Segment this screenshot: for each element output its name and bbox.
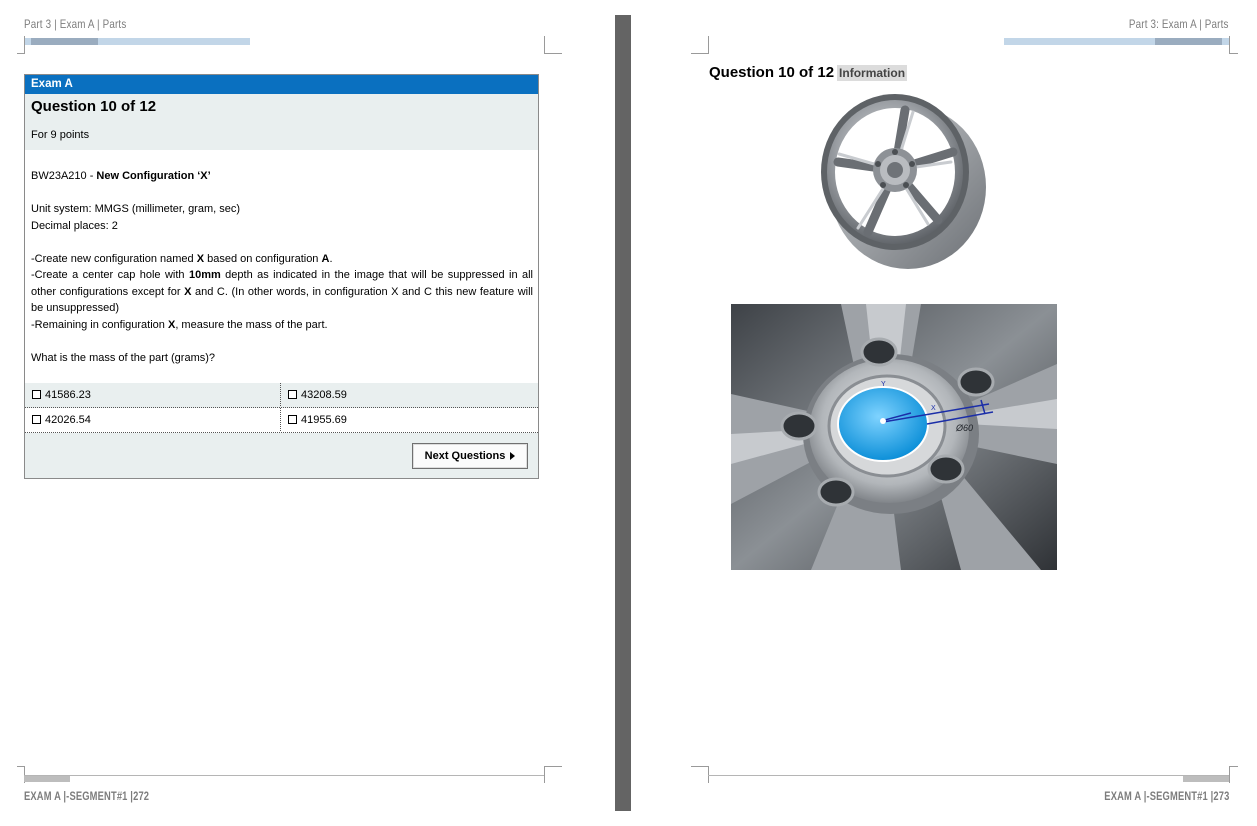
answer-row xyxy=(25,383,538,408)
answer-option-2[interactable] xyxy=(281,383,537,406)
answer-option-1[interactable] xyxy=(25,383,281,406)
crop-mark xyxy=(544,36,545,53)
answer-label: 41955.69 xyxy=(301,413,347,426)
crop-mark xyxy=(17,766,25,767)
question-body xyxy=(25,150,538,366)
crop-mark xyxy=(24,36,25,53)
page-footer: EXAM A |-SEGMENT#1 |273 xyxy=(1103,789,1229,803)
hub-closeup-image xyxy=(731,304,1057,570)
book-spine xyxy=(615,15,631,811)
wheel-rim-image xyxy=(813,92,988,272)
header-bar xyxy=(1004,38,1230,45)
crop-mark xyxy=(544,766,562,767)
information-tag: Information xyxy=(839,66,906,80)
crop-mark xyxy=(708,36,709,53)
panel-footer xyxy=(25,433,538,478)
crop-mark xyxy=(691,53,709,54)
axis-y-label: Y xyxy=(881,381,886,388)
exam-title-bar: Exam A xyxy=(25,75,538,94)
question-title xyxy=(709,64,907,81)
next-button-label: Next Questions xyxy=(424,450,506,462)
checkbox[interactable] xyxy=(32,415,41,424)
question-points: For 9 points xyxy=(31,129,90,141)
question-title-text: Question 10 of 12 xyxy=(709,64,835,81)
crop-mark xyxy=(17,53,25,54)
step-3: -Remaining in configuration X, measure the mass of the part. xyxy=(31,318,328,331)
answer-label: 42026.54 xyxy=(45,413,91,426)
exam-question-panel xyxy=(24,74,539,479)
answer-option-3[interactable] xyxy=(25,408,281,431)
crop-mark xyxy=(1229,36,1230,53)
diameter-dimension: Ø60 xyxy=(956,423,974,433)
checkbox[interactable] xyxy=(32,390,41,399)
axis-x-label: X xyxy=(931,405,936,412)
answer-options xyxy=(25,383,538,433)
answer-label: 43208.59 xyxy=(301,388,347,401)
question-header xyxy=(25,94,538,150)
crop-mark xyxy=(1229,53,1238,54)
step-1: -Create new configuration named X based on configuration A. xyxy=(31,252,333,265)
checkbox[interactable] xyxy=(288,390,297,399)
decimal-places: Decimal places: 2 xyxy=(31,219,118,232)
crop-mark xyxy=(691,766,709,767)
unit-system: Unit system: MMGS (millimeter, gram, sec) xyxy=(31,203,241,215)
right-page xyxy=(631,0,1257,826)
header-bar-accent xyxy=(1155,38,1222,45)
crop-mark xyxy=(1229,766,1238,767)
code-title: New Configuration ‘X’ xyxy=(96,170,211,182)
footer-rule xyxy=(24,775,545,776)
answer-option-4[interactable] xyxy=(281,408,537,431)
answer-label: 41586.23 xyxy=(45,388,91,401)
page-header: Part 3 | Exam A | Parts xyxy=(24,17,127,31)
crop-mark xyxy=(544,53,562,54)
crop-mark xyxy=(544,766,545,783)
page-footer: EXAM A |-SEGMENT#1 |272 xyxy=(24,789,150,803)
step-2: -Create a center cap hole with 10mm depth as indicated in the image that will be suppressed in all other configurations except for X and C. (In other words, in configuration X and C this new feature will be unsuppressed) xyxy=(31,269,534,314)
code-prefix: BW23A210 - xyxy=(31,170,97,182)
answer-row xyxy=(25,408,538,433)
footer-rule xyxy=(708,775,1229,776)
crop-mark xyxy=(1229,766,1230,783)
page-header: Part 3: Exam A | Parts xyxy=(1129,17,1229,31)
checkbox[interactable] xyxy=(288,415,297,424)
question-title: Question 10 of 12 xyxy=(31,98,157,115)
left-page xyxy=(0,0,614,826)
next-questions-button[interactable] xyxy=(412,443,528,469)
header-bar-accent xyxy=(31,38,98,45)
footer-bar xyxy=(1183,776,1229,782)
footer-bar xyxy=(24,776,70,782)
question-prompt: What is the mass of the part (grams)? xyxy=(31,351,216,364)
header-bar xyxy=(24,38,250,45)
question-code xyxy=(31,168,533,185)
play-arrow-icon xyxy=(510,452,515,460)
